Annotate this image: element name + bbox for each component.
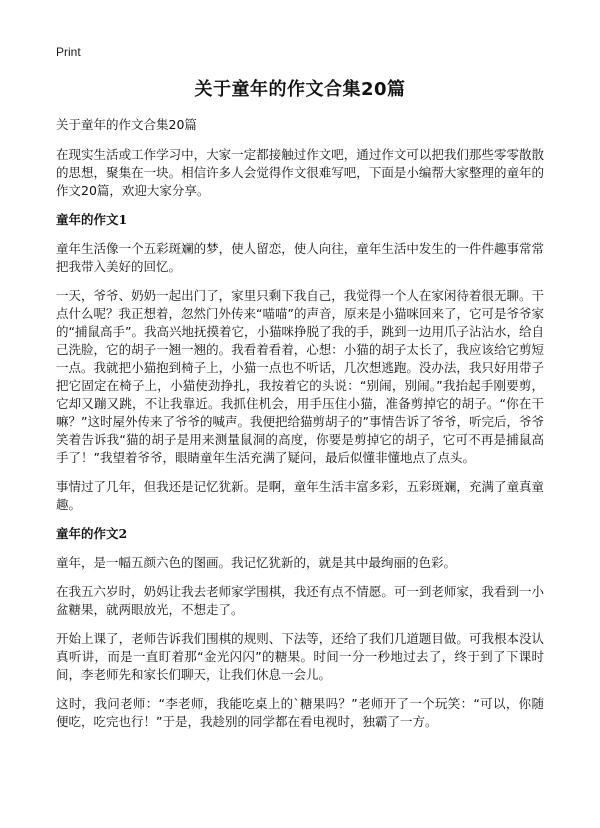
paragraph: 这时，我问老师：“李老师，我能吃桌上的`糖果吗？”老师开了一个玩笑：“可以，你随便吃，吃完也行！”于是，我趁别的同学都在看电视时，独霸了一方。 [56, 696, 544, 729]
section-essay-1 [56, 211, 544, 514]
intro-paragraph: 在现实生活或工作学习中，大家一定都接触过作文吧，通过作文可以把我们那些零零散散的思想，聚集在一块。相信许多人会觉得作文很难写吧，下面是小编帮大家整理的童年的作文20篇，欢迎大家分享。 [56, 147, 544, 198]
paragraph: 一天，爷爷、奶奶一起出门了，家里只剩下我自己，我觉得一个人在家闲待着很无聊。干点什么呢？我正想着，忽然门外传来“喵喵”的声音，原来是小猫咪回来了，它可是爷爷家的“捕鼠高手”。我高兴地抚摸着它，小猫咪挣脱了我的手，跳到一边用爪子沾沾水，给自己洗脸，它的胡子一翘一翘的。我看着看着，心想：小猫的胡子太长了，我应该给它剪短一点。我就把小猫抱到椅子上，小猫一点也不听话，几次想逃跑。没办法，我只好用带子把它固定在椅子上，小猫使劲挣扎，我按着它的头说：“别闹，别闹。”我抬起手刚要剪，它却又蹦又跳，不让我靠近。我抓住机会，用手压住小猫，准备剪掉它的胡子。“你在干嘛？”这时屋外传来了爷爷的喊声。我便把给猫剪胡子的”事情告诉了爷爷，听完后，爷爷笑着告诉我“猫的胡子是用来测量鼠洞的高度，你要是剪掉它的胡子，它可不再是捕鼠高手了！”我望着爷爷，眼睛童年生活充满了疑问，最后似懂非懂地点了点头。 [56, 288, 544, 465]
paragraph: 事情过了几年，但我还是记忆犹新。是啊，童年生活丰富多彩，五彩斑斓，充满了童真童趣。 [56, 479, 544, 512]
document-title: 关于童年的作文合集20篇 [194, 79, 406, 100]
paragraph: 童年，是一幅五颜六色的图画。我记忆犹新的，就是其中最绚丽的色彩。 [56, 555, 457, 570]
document-subtitle: 关于童年的作文合集20篇 [56, 117, 197, 132]
paragraph: 在我五六岁时，奶妈让我去老师家学围棋，我还有点不情愿。可一到老师家，我看到一小盆糖果，就两眼放光，不想走了。 [56, 584, 544, 617]
print-link[interactable]: Print [56, 45, 81, 59]
paragraph: 童年生活像一个五彩斑斓的梦，使人留恋，使人向往，童年生活中发生的一件件趣事常常把我带入美好的回忆。 [56, 241, 544, 274]
paragraph: 开始上课了，老师告诉我们围棋的规则、下法等，还给了我们几道题目做。可我根本没认真听讲，而是一直盯着那“金光闪闪”的糖果。时间一分一秒地过去了，终于到了下课时间，李老师先和家长们聊天，让我们休息一会儿。 [56, 631, 544, 682]
section-essay-2 [56, 525, 544, 731]
section-heading: 童年的作文2 [56, 526, 128, 541]
section-heading: 童年的作文1 [56, 212, 128, 227]
